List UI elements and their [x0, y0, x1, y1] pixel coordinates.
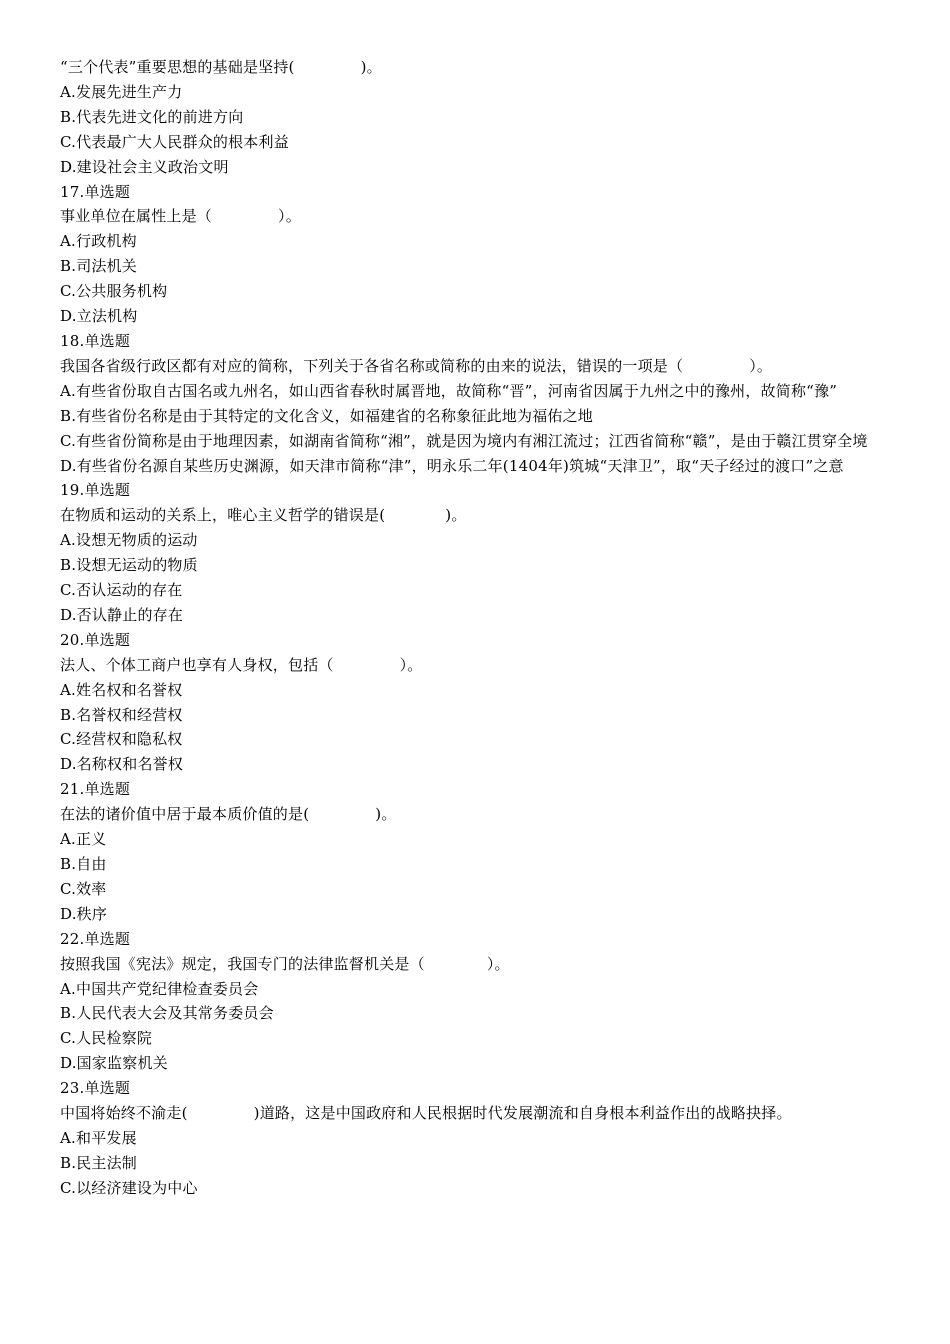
- option-d: D.否认静止的存在: [60, 605, 184, 624]
- option-a: A.设想无物质的运动: [60, 531, 198, 550]
- question-16: [60, 55, 890, 180]
- question-23: [60, 1076, 890, 1201]
- option-c: C.以经济建设为中心: [60, 1178, 198, 1197]
- question-stem: 事业单位在属性上是（ ）。: [60, 207, 301, 226]
- option-d: D.有些省份名源自某些历史渊源，如天津市简称“津”，明永乐二年(1404年)筑城“天津卫”，取“天子经过的渡口”之意: [60, 456, 844, 475]
- question-22: [60, 927, 890, 1076]
- option-d: D.国家监察机关: [60, 1054, 168, 1073]
- option-a: A.中国共产党纪律检查委员会: [60, 979, 259, 998]
- option-b: B.司法机关: [60, 257, 137, 276]
- option-b: B.名誉权和经营权: [60, 705, 183, 724]
- question-list: [60, 55, 890, 1201]
- option-c: C.代表最广大人民群众的根本利益: [60, 132, 289, 151]
- question-stem: 法人、个体工商户也享有人身权，包括（ ）。: [60, 655, 423, 674]
- option-b: B.代表先进文化的前进方向: [60, 107, 244, 126]
- question-header: 22.单选题: [60, 929, 131, 948]
- option-d: D.秩序: [60, 904, 108, 923]
- question-19: [60, 478, 890, 627]
- option-a: A.姓名权和名誉权: [60, 680, 183, 699]
- option-c: C.效率: [60, 879, 107, 898]
- question-stem: 按照我国《宪法》规定，我国专门的法律监督机关是（ ）。: [60, 954, 510, 973]
- option-b: B.人民代表大会及其常务委员会: [60, 1004, 274, 1023]
- question-stem: 我国各省级行政区都有对应的简称，下列关于各省名称或简称的由来的说法，错误的一项是（ ）。: [60, 356, 773, 375]
- question-header: 19.单选题: [60, 481, 131, 500]
- option-c: C.经营权和隐私权: [60, 730, 183, 749]
- option-b: B.自由: [60, 855, 107, 873]
- option-a: A.和平发展: [60, 1128, 137, 1147]
- question-stem: 在物质和运动的关系上，唯心主义哲学的错误是( )。: [60, 506, 467, 525]
- question-21: [60, 777, 890, 926]
- option-d: D.立法机构: [60, 307, 138, 326]
- option-a: A.行政机构: [60, 232, 137, 251]
- option-c: C.人民检察院: [60, 1029, 153, 1048]
- question-header: 18.单选题: [60, 331, 131, 350]
- option-d: D.建设社会主义政治文明: [60, 157, 229, 176]
- option-b: B.设想无运动的物质: [60, 556, 198, 575]
- option-b: B.有些省份名称是由于其特定的文化含义，如福建省的名称象征此地为福佑之地: [60, 406, 593, 425]
- option-b: B.民主法制: [60, 1153, 137, 1172]
- option-a: A.正义: [60, 830, 107, 849]
- question-17: [60, 180, 890, 329]
- question-stem: “三个代表”重要思想的基础是坚持( )。: [60, 58, 382, 76]
- option-d: D.名称权和名誉权: [60, 755, 184, 774]
- option-c: C.否认运动的存在: [60, 581, 183, 600]
- question-header: 20.单选题: [60, 630, 131, 649]
- question-18: [60, 329, 890, 478]
- question-20: [60, 628, 890, 777]
- question-stem: 在法的诸价值中居于最本质价值的是( )。: [60, 805, 397, 824]
- option-c: C.有些省份简称是由于地理因素，如湖南省简称“湘”，就是因为境内有湘江流过；江西省简称“赣”，是由于赣江贯穿全境: [60, 431, 868, 450]
- question-header: 17.单选题: [60, 182, 131, 201]
- option-a: A.有些省份取自古国名或九州名，如山西省春秋时属晋地，故简称“晋”，河南省因属于九州之中的豫州，故简称“豫”: [60, 381, 838, 400]
- question-header: 23.单选题: [60, 1079, 131, 1098]
- question-stem: 中国将始终不渝走( )道路，这是中国政府和人民根据时代发展潮流和自身根本利益作出的战略抉择。: [60, 1104, 792, 1123]
- option-a: A.发展先进生产力: [60, 82, 183, 101]
- question-header: 21.单选题: [60, 780, 131, 799]
- option-c: C.公共服务机构: [60, 282, 168, 301]
